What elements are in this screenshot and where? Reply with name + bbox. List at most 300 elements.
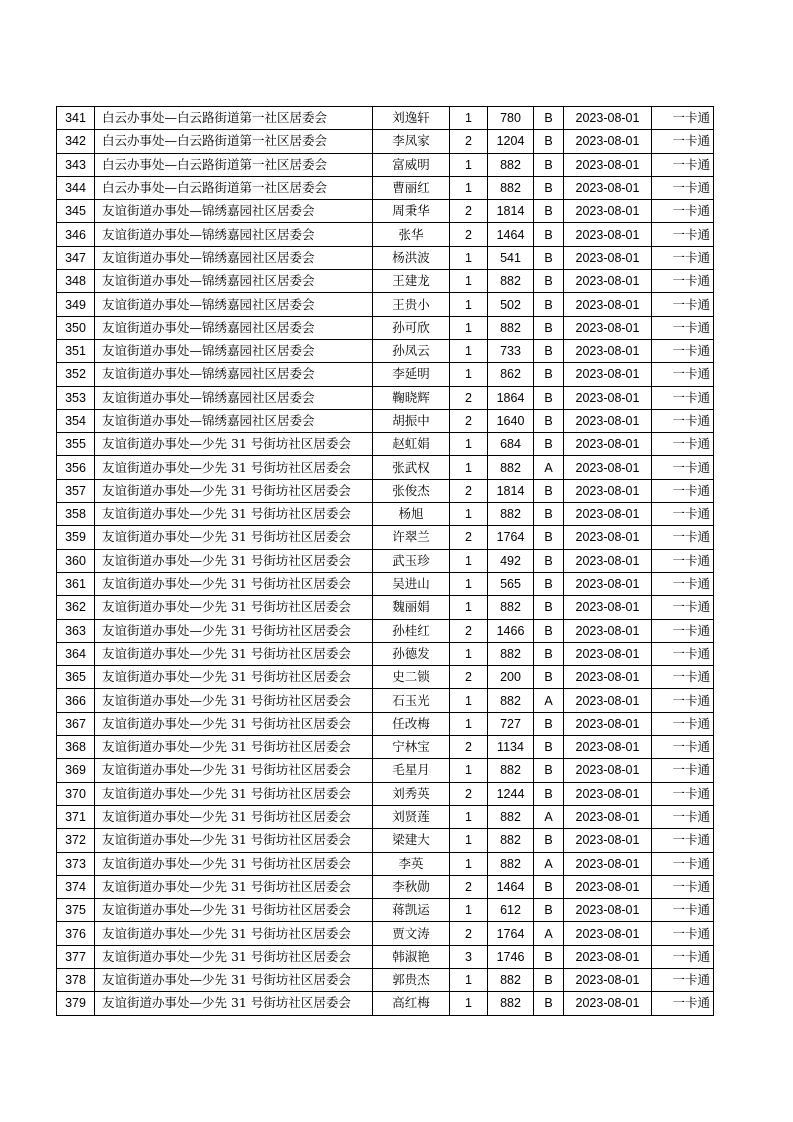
- person-name-cell: 鞠晓辉: [373, 386, 450, 409]
- amount-cell: 1464: [488, 875, 534, 898]
- category-level-cell: B: [534, 759, 564, 782]
- person-name-cell: 任改梅: [373, 712, 450, 735]
- amount-cell: 882: [488, 596, 534, 619]
- household-count-cell: 2: [450, 619, 488, 642]
- row-number-cell: 353: [57, 386, 95, 409]
- unit-name-cell: 友谊街道办事处—少先 31 号街坊社区居委会: [95, 456, 373, 479]
- payment-method-cell: 一卡通: [652, 526, 714, 549]
- category-level-cell: B: [534, 666, 564, 689]
- issue-date-cell: 2023-08-01: [564, 992, 652, 1015]
- row-number-cell: 376: [57, 922, 95, 945]
- unit-name-cell: 白云办事处—白云路街道第一社区居委会: [95, 176, 373, 199]
- category-level-cell: B: [534, 223, 564, 246]
- unit-name-cell: 友谊街道办事处—少先 31 号街坊社区居委会: [95, 712, 373, 735]
- person-name-cell: 张俊杰: [373, 479, 450, 502]
- issue-date-cell: 2023-08-01: [564, 852, 652, 875]
- amount-cell: 882: [488, 642, 534, 665]
- row-number-cell: 345: [57, 200, 95, 223]
- payment-method-cell: 一卡通: [652, 922, 714, 945]
- category-level-cell: B: [534, 712, 564, 735]
- person-name-cell: 孙可欣: [373, 316, 450, 339]
- person-name-cell: 蒋凯运: [373, 899, 450, 922]
- unit-name-cell: 友谊街道办事处—少先 31 号街坊社区居委会: [95, 759, 373, 782]
- household-count-cell: 1: [450, 759, 488, 782]
- issue-date-cell: 2023-08-01: [564, 176, 652, 199]
- amount-cell: 882: [488, 153, 534, 176]
- person-name-cell: 杨洪波: [373, 246, 450, 269]
- unit-name-cell: 友谊街道办事处—少先 31 号街坊社区居委会: [95, 992, 373, 1015]
- amount-cell: 1764: [488, 922, 534, 945]
- amount-cell: 565: [488, 572, 534, 595]
- unit-name-cell: 友谊街道办事处—锦绣嘉园社区居委会: [95, 386, 373, 409]
- row-number-cell: 359: [57, 526, 95, 549]
- unit-name-cell: 友谊街道办事处—锦绣嘉园社区居委会: [95, 200, 373, 223]
- table-row: [57, 712, 714, 735]
- unit-name-cell: 友谊街道办事处—锦绣嘉园社区居委会: [95, 339, 373, 362]
- payment-method-cell: 一卡通: [652, 782, 714, 805]
- issue-date-cell: 2023-08-01: [564, 223, 652, 246]
- amount-cell: 1640: [488, 409, 534, 432]
- row-number-cell: 342: [57, 130, 95, 153]
- person-name-cell: 韩淑艳: [373, 945, 450, 968]
- table-row: [57, 596, 714, 619]
- payment-method-cell: 一卡通: [652, 153, 714, 176]
- row-number-cell: 366: [57, 689, 95, 712]
- amount-cell: 1864: [488, 386, 534, 409]
- issue-date-cell: 2023-08-01: [564, 363, 652, 386]
- unit-name-cell: 友谊街道办事处—少先 31 号街坊社区居委会: [95, 666, 373, 689]
- unit-name-cell: 友谊街道办事处—少先 31 号街坊社区居委会: [95, 922, 373, 945]
- table-row: [57, 479, 714, 502]
- household-count-cell: 1: [450, 293, 488, 316]
- household-count-cell: 2: [450, 666, 488, 689]
- row-number-cell: 375: [57, 899, 95, 922]
- person-name-cell: 宁林宝: [373, 736, 450, 759]
- household-count-cell: 1: [450, 176, 488, 199]
- payment-method-cell: 一卡通: [652, 223, 714, 246]
- household-count-cell: 1: [450, 316, 488, 339]
- issue-date-cell: 2023-08-01: [564, 968, 652, 991]
- payment-method-cell: 一卡通: [652, 712, 714, 735]
- issue-date-cell: 2023-08-01: [564, 107, 652, 130]
- unit-name-cell: 友谊街道办事处—少先 31 号街坊社区居委会: [95, 829, 373, 852]
- table-row: [57, 666, 714, 689]
- issue-date-cell: 2023-08-01: [564, 596, 652, 619]
- person-name-cell: 张武权: [373, 456, 450, 479]
- category-level-cell: B: [534, 992, 564, 1015]
- table-row: [57, 176, 714, 199]
- household-count-cell: 1: [450, 572, 488, 595]
- household-count-cell: 2: [450, 200, 488, 223]
- person-name-cell: 毛星月: [373, 759, 450, 782]
- amount-cell: 1464: [488, 223, 534, 246]
- unit-name-cell: 白云办事处—白云路街道第一社区居委会: [95, 153, 373, 176]
- issue-date-cell: 2023-08-01: [564, 339, 652, 362]
- person-name-cell: 武玉珍: [373, 549, 450, 572]
- person-name-cell: 魏丽娟: [373, 596, 450, 619]
- issue-date-cell: 2023-08-01: [564, 270, 652, 293]
- issue-date-cell: 2023-08-01: [564, 945, 652, 968]
- person-name-cell: 张华: [373, 223, 450, 246]
- category-level-cell: B: [534, 200, 564, 223]
- payment-method-cell: 一卡通: [652, 456, 714, 479]
- payment-method-cell: 一卡通: [652, 945, 714, 968]
- payment-method-cell: 一卡通: [652, 619, 714, 642]
- table-row: [57, 852, 714, 875]
- row-number-cell: 373: [57, 852, 95, 875]
- person-name-cell: 吴进山: [373, 572, 450, 595]
- household-count-cell: 1: [450, 689, 488, 712]
- row-number-cell: 367: [57, 712, 95, 735]
- row-number-cell: 356: [57, 456, 95, 479]
- category-level-cell: B: [534, 316, 564, 339]
- table-row: [57, 339, 714, 362]
- category-level-cell: B: [534, 875, 564, 898]
- person-name-cell: 周秉华: [373, 200, 450, 223]
- issue-date-cell: 2023-08-01: [564, 549, 652, 572]
- category-level-cell: A: [534, 689, 564, 712]
- table-row: [57, 526, 714, 549]
- person-name-cell: 石玉光: [373, 689, 450, 712]
- amount-cell: 727: [488, 712, 534, 735]
- table-body: [57, 107, 714, 1016]
- payment-method-cell: 一卡通: [652, 992, 714, 1015]
- payment-method-cell: 一卡通: [652, 200, 714, 223]
- issue-date-cell: 2023-08-01: [564, 712, 652, 735]
- row-number-cell: 364: [57, 642, 95, 665]
- table-row: [57, 829, 714, 852]
- amount-cell: 684: [488, 433, 534, 456]
- payment-method-cell: 一卡通: [652, 829, 714, 852]
- household-count-cell: 1: [450, 899, 488, 922]
- household-count-cell: 1: [450, 270, 488, 293]
- household-count-cell: 2: [450, 130, 488, 153]
- row-number-cell: 372: [57, 829, 95, 852]
- amount-cell: 1466: [488, 619, 534, 642]
- unit-name-cell: 友谊街道办事处—锦绣嘉园社区居委会: [95, 316, 373, 339]
- table-row: [57, 130, 714, 153]
- issue-date-cell: 2023-08-01: [564, 456, 652, 479]
- amount-cell: 882: [488, 852, 534, 875]
- household-count-cell: 1: [450, 642, 488, 665]
- person-name-cell: 贾文涛: [373, 922, 450, 945]
- category-level-cell: B: [534, 363, 564, 386]
- person-name-cell: 高红梅: [373, 992, 450, 1015]
- unit-name-cell: 友谊街道办事处—少先 31 号街坊社区居委会: [95, 503, 373, 526]
- issue-date-cell: 2023-08-01: [564, 479, 652, 502]
- amount-cell: 882: [488, 992, 534, 1015]
- table-row: [57, 922, 714, 945]
- issue-date-cell: 2023-08-01: [564, 153, 652, 176]
- household-count-cell: 1: [450, 596, 488, 619]
- household-count-cell: 1: [450, 433, 488, 456]
- table-row: [57, 968, 714, 991]
- household-count-cell: 1: [450, 968, 488, 991]
- amount-cell: 1134: [488, 736, 534, 759]
- household-count-cell: 2: [450, 875, 488, 898]
- amount-cell: 882: [488, 503, 534, 526]
- issue-date-cell: 2023-08-01: [564, 666, 652, 689]
- row-number-cell: 349: [57, 293, 95, 316]
- category-level-cell: B: [534, 899, 564, 922]
- amount-cell: 882: [488, 805, 534, 828]
- payment-method-cell: 一卡通: [652, 386, 714, 409]
- person-name-cell: 杨旭: [373, 503, 450, 526]
- table-row: [57, 875, 714, 898]
- household-count-cell: 1: [450, 829, 488, 852]
- amount-cell: 541: [488, 246, 534, 269]
- table-row: [57, 293, 714, 316]
- amount-cell: 492: [488, 549, 534, 572]
- issue-date-cell: 2023-08-01: [564, 736, 652, 759]
- amount-cell: 1814: [488, 479, 534, 502]
- person-name-cell: 孙桂红: [373, 619, 450, 642]
- unit-name-cell: 友谊街道办事处—锦绣嘉园社区居委会: [95, 223, 373, 246]
- unit-name-cell: 友谊街道办事处—少先 31 号街坊社区居委会: [95, 642, 373, 665]
- row-number-cell: 351: [57, 339, 95, 362]
- household-count-cell: 1: [450, 805, 488, 828]
- row-number-cell: 362: [57, 596, 95, 619]
- issue-date-cell: 2023-08-01: [564, 572, 652, 595]
- household-count-cell: 1: [450, 852, 488, 875]
- row-number-cell: 368: [57, 736, 95, 759]
- category-level-cell: B: [534, 736, 564, 759]
- amount-cell: 882: [488, 759, 534, 782]
- row-number-cell: 360: [57, 549, 95, 572]
- issue-date-cell: 2023-08-01: [564, 805, 652, 828]
- person-name-cell: 王建龙: [373, 270, 450, 293]
- unit-name-cell: 友谊街道办事处—少先 31 号街坊社区居委会: [95, 945, 373, 968]
- table-row: [57, 642, 714, 665]
- payment-method-cell: 一卡通: [652, 130, 714, 153]
- person-name-cell: 刘秀英: [373, 782, 450, 805]
- household-count-cell: 1: [450, 246, 488, 269]
- unit-name-cell: 友谊街道办事处—少先 31 号街坊社区居委会: [95, 899, 373, 922]
- row-number-cell: 363: [57, 619, 95, 642]
- table-row: [57, 759, 714, 782]
- table-row: [57, 107, 714, 130]
- issue-date-cell: 2023-08-01: [564, 922, 652, 945]
- row-number-cell: 371: [57, 805, 95, 828]
- table-row: [57, 153, 714, 176]
- category-level-cell: B: [534, 503, 564, 526]
- table-row: [57, 503, 714, 526]
- person-name-cell: 曹丽红: [373, 176, 450, 199]
- unit-name-cell: 友谊街道办事处—少先 31 号街坊社区居委会: [95, 968, 373, 991]
- amount-cell: 882: [488, 270, 534, 293]
- table-row: [57, 409, 714, 432]
- row-number-cell: 361: [57, 572, 95, 595]
- row-number-cell: 341: [57, 107, 95, 130]
- amount-cell: 882: [488, 176, 534, 199]
- person-name-cell: 李凤家: [373, 130, 450, 153]
- category-level-cell: B: [534, 619, 564, 642]
- category-level-cell: B: [534, 176, 564, 199]
- household-count-cell: 2: [450, 922, 488, 945]
- issue-date-cell: 2023-08-01: [564, 875, 652, 898]
- row-number-cell: 352: [57, 363, 95, 386]
- category-level-cell: A: [534, 922, 564, 945]
- person-name-cell: 许翠兰: [373, 526, 450, 549]
- person-name-cell: 李延明: [373, 363, 450, 386]
- category-level-cell: B: [534, 270, 564, 293]
- unit-name-cell: 友谊街道办事处—锦绣嘉园社区居委会: [95, 363, 373, 386]
- table-row: [57, 782, 714, 805]
- unit-name-cell: 友谊街道办事处—锦绣嘉园社区居委会: [95, 270, 373, 293]
- issue-date-cell: 2023-08-01: [564, 759, 652, 782]
- amount-cell: 882: [488, 456, 534, 479]
- table-row: [57, 363, 714, 386]
- roster-table: [56, 106, 714, 1016]
- amount-cell: 612: [488, 899, 534, 922]
- row-number-cell: 357: [57, 479, 95, 502]
- issue-date-cell: 2023-08-01: [564, 619, 652, 642]
- category-level-cell: B: [534, 433, 564, 456]
- issue-date-cell: 2023-08-01: [564, 316, 652, 339]
- household-count-cell: 2: [450, 736, 488, 759]
- household-count-cell: 1: [450, 992, 488, 1015]
- row-number-cell: 374: [57, 875, 95, 898]
- row-number-cell: 354: [57, 409, 95, 432]
- household-count-cell: 2: [450, 386, 488, 409]
- amount-cell: 1764: [488, 526, 534, 549]
- table-row: [57, 223, 714, 246]
- household-count-cell: 1: [450, 153, 488, 176]
- payment-method-cell: 一卡通: [652, 433, 714, 456]
- issue-date-cell: 2023-08-01: [564, 829, 652, 852]
- unit-name-cell: 友谊街道办事处—少先 31 号街坊社区居委会: [95, 526, 373, 549]
- category-level-cell: B: [534, 386, 564, 409]
- table-row: [57, 619, 714, 642]
- issue-date-cell: 2023-08-01: [564, 409, 652, 432]
- table-row: [57, 805, 714, 828]
- person-name-cell: 李秋勋: [373, 875, 450, 898]
- household-count-cell: 1: [450, 549, 488, 572]
- amount-cell: 882: [488, 689, 534, 712]
- payment-method-cell: 一卡通: [652, 596, 714, 619]
- payment-method-cell: 一卡通: [652, 409, 714, 432]
- table-row: [57, 689, 714, 712]
- unit-name-cell: 友谊街道办事处—锦绣嘉园社区居委会: [95, 293, 373, 316]
- row-number-cell: 370: [57, 782, 95, 805]
- payment-method-cell: 一卡通: [652, 736, 714, 759]
- category-level-cell: B: [534, 572, 564, 595]
- row-number-cell: 344: [57, 176, 95, 199]
- category-level-cell: B: [534, 642, 564, 665]
- person-name-cell: 刘逸轩: [373, 107, 450, 130]
- payment-method-cell: 一卡通: [652, 899, 714, 922]
- table-row: [57, 456, 714, 479]
- payment-method-cell: 一卡通: [652, 689, 714, 712]
- issue-date-cell: 2023-08-01: [564, 386, 652, 409]
- row-number-cell: 377: [57, 945, 95, 968]
- issue-date-cell: 2023-08-01: [564, 899, 652, 922]
- amount-cell: 200: [488, 666, 534, 689]
- payment-method-cell: 一卡通: [652, 875, 714, 898]
- category-level-cell: B: [534, 782, 564, 805]
- category-level-cell: B: [534, 153, 564, 176]
- payment-method-cell: 一卡通: [652, 852, 714, 875]
- table-row: [57, 200, 714, 223]
- payment-method-cell: 一卡通: [652, 642, 714, 665]
- person-name-cell: 史二锁: [373, 666, 450, 689]
- unit-name-cell: 友谊街道办事处—少先 31 号街坊社区居委会: [95, 479, 373, 502]
- person-name-cell: 梁建大: [373, 829, 450, 852]
- table-row: [57, 899, 714, 922]
- table-row: [57, 316, 714, 339]
- payment-method-cell: 一卡通: [652, 666, 714, 689]
- payment-method-cell: 一卡通: [652, 805, 714, 828]
- payment-method-cell: 一卡通: [652, 968, 714, 991]
- payment-method-cell: 一卡通: [652, 246, 714, 269]
- person-name-cell: 孙德发: [373, 642, 450, 665]
- amount-cell: 862: [488, 363, 534, 386]
- household-count-cell: 1: [450, 712, 488, 735]
- category-level-cell: A: [534, 852, 564, 875]
- category-level-cell: B: [534, 596, 564, 619]
- row-number-cell: 347: [57, 246, 95, 269]
- unit-name-cell: 友谊街道办事处—少先 31 号街坊社区居委会: [95, 782, 373, 805]
- unit-name-cell: 友谊街道办事处—少先 31 号街坊社区居委会: [95, 596, 373, 619]
- category-level-cell: B: [534, 549, 564, 572]
- row-number-cell: 378: [57, 968, 95, 991]
- payment-method-cell: 一卡通: [652, 549, 714, 572]
- category-level-cell: B: [534, 246, 564, 269]
- table-row: [57, 992, 714, 1015]
- row-number-cell: 355: [57, 433, 95, 456]
- unit-name-cell: 友谊街道办事处—少先 31 号街坊社区居委会: [95, 736, 373, 759]
- payment-method-cell: 一卡通: [652, 572, 714, 595]
- payment-method-cell: 一卡通: [652, 293, 714, 316]
- category-level-cell: B: [534, 479, 564, 502]
- row-number-cell: 365: [57, 666, 95, 689]
- category-level-cell: B: [534, 526, 564, 549]
- row-number-cell: 369: [57, 759, 95, 782]
- household-count-cell: 1: [450, 339, 488, 362]
- row-number-cell: 346: [57, 223, 95, 246]
- unit-name-cell: 友谊街道办事处—锦绣嘉园社区居委会: [95, 409, 373, 432]
- payment-method-cell: 一卡通: [652, 316, 714, 339]
- issue-date-cell: 2023-08-01: [564, 200, 652, 223]
- table-row: [57, 572, 714, 595]
- household-count-cell: 2: [450, 782, 488, 805]
- payment-method-cell: 一卡通: [652, 759, 714, 782]
- unit-name-cell: 友谊街道办事处—少先 31 号街坊社区居委会: [95, 875, 373, 898]
- row-number-cell: 348: [57, 270, 95, 293]
- category-level-cell: B: [534, 945, 564, 968]
- person-name-cell: 刘贤莲: [373, 805, 450, 828]
- payment-method-cell: 一卡通: [652, 107, 714, 130]
- unit-name-cell: 友谊街道办事处—少先 31 号街坊社区居委会: [95, 852, 373, 875]
- person-name-cell: 郭贵杰: [373, 968, 450, 991]
- unit-name-cell: 友谊街道办事处—少先 31 号街坊社区居委会: [95, 549, 373, 572]
- row-number-cell: 379: [57, 992, 95, 1015]
- row-number-cell: 350: [57, 316, 95, 339]
- household-count-cell: 2: [450, 526, 488, 549]
- amount-cell: 1746: [488, 945, 534, 968]
- category-level-cell: A: [534, 805, 564, 828]
- unit-name-cell: 友谊街道办事处—少先 31 号街坊社区居委会: [95, 689, 373, 712]
- amount-cell: 1244: [488, 782, 534, 805]
- category-level-cell: B: [534, 829, 564, 852]
- issue-date-cell: 2023-08-01: [564, 689, 652, 712]
- amount-cell: 882: [488, 316, 534, 339]
- payment-method-cell: 一卡通: [652, 363, 714, 386]
- household-count-cell: 1: [450, 456, 488, 479]
- household-count-cell: 1: [450, 363, 488, 386]
- issue-date-cell: 2023-08-01: [564, 246, 652, 269]
- category-level-cell: B: [534, 107, 564, 130]
